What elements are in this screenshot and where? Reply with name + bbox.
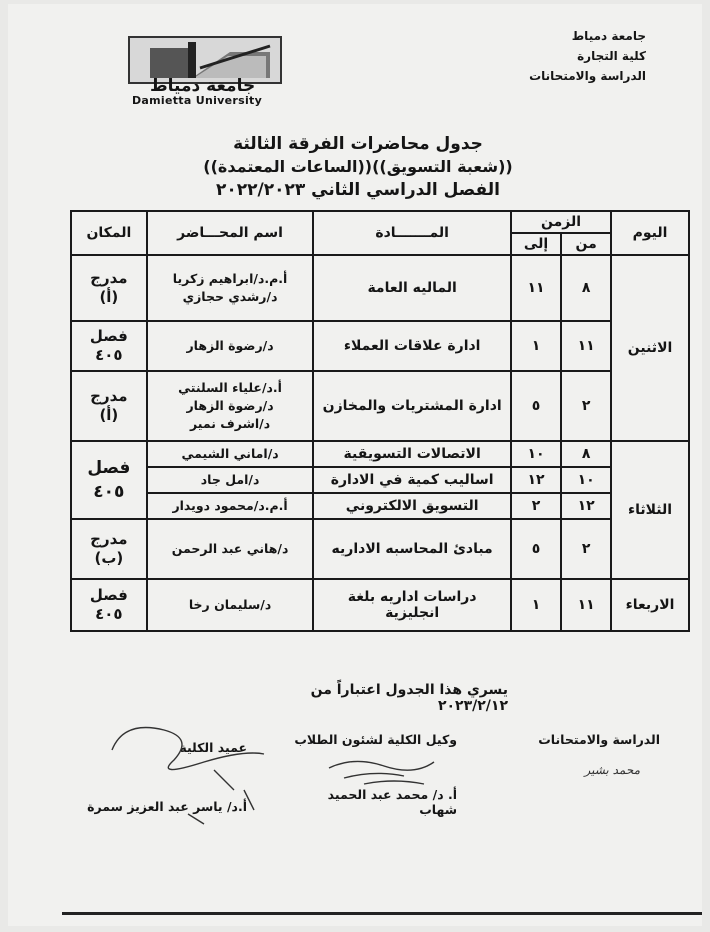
document-title: جدول محاضرات الفرقة الثالثة xyxy=(233,134,483,154)
table-row xyxy=(71,441,689,467)
header-day: اليوم xyxy=(611,211,689,255)
lecturer-cell xyxy=(147,493,314,519)
from-cell: ١١ xyxy=(561,579,611,631)
faculty-header xyxy=(529,26,646,86)
place-number: ٤٠٥ xyxy=(93,482,125,502)
to-cell: ٥ xyxy=(511,371,561,441)
place-cell-shared xyxy=(71,441,147,519)
to-cell: ١٠ xyxy=(511,441,561,467)
place-cell xyxy=(71,371,147,441)
lecturer-name: د/سليمان رخا xyxy=(188,597,272,612)
faculty-name: كلية التجارة xyxy=(577,49,646,63)
lecturer-cell xyxy=(147,321,314,371)
to-cell: ٢ xyxy=(511,493,561,519)
department-name: الدراسة والامتحانات xyxy=(529,69,646,83)
from-cell: ١١ xyxy=(561,321,611,371)
university-logo xyxy=(128,36,284,107)
from-cell: ١٢ xyxy=(561,493,611,519)
vice-dean-name: أ. د/ محمد عبد الحميد شهاب xyxy=(327,787,457,817)
lecturer-name: د/اشرف نمير xyxy=(189,416,271,431)
place-number: ٤٠٥ xyxy=(95,605,123,623)
lecturer-cell xyxy=(147,467,314,493)
vice-dean-title: وكيل الكلية لشئون الطلاب xyxy=(294,732,457,747)
bottom-divider xyxy=(62,912,702,915)
table-row xyxy=(71,579,689,631)
place-cell xyxy=(71,519,147,579)
from-cell: ٢ xyxy=(561,371,611,441)
subject-cell: التسويق الالكتروني xyxy=(313,493,511,519)
subject-cell: اساليب كمية في الادارة xyxy=(313,467,511,493)
table-row xyxy=(71,467,689,493)
place-type: فصل xyxy=(87,458,131,478)
vice-dean-signature-scribble xyxy=(324,748,444,792)
lecturer-name: أ.م.د/ابراهيم زكريا xyxy=(172,271,288,286)
lecturer-cell xyxy=(147,519,314,579)
to-cell: ١ xyxy=(511,579,561,631)
to-cell: ١١ xyxy=(511,255,561,321)
lecturer-cell xyxy=(147,579,314,631)
table-row xyxy=(71,493,689,519)
table-row xyxy=(71,519,689,579)
subject-cell: الاتصالات التسويقية xyxy=(313,441,511,467)
lecturer-name: أ.م.د/محمود دويدار xyxy=(172,498,288,513)
day-cell-tuesday: الثلاثاء xyxy=(611,441,689,579)
place-number: (أ) xyxy=(99,288,119,306)
header-place: المكان xyxy=(71,211,147,255)
lecturer-cell xyxy=(147,441,314,467)
dean-title: عميد الكلية xyxy=(179,740,247,755)
place-type: مدرج xyxy=(90,387,128,405)
logo-arabic-text: جامعة دمياط xyxy=(150,76,256,96)
place-type: مدرج xyxy=(90,530,128,548)
place-number: ٤٠٥ xyxy=(95,346,123,364)
lecturer-name: د/رضوة الزهار xyxy=(186,338,274,353)
schedule-page xyxy=(8,4,702,926)
subject-cell: الماليه العامة xyxy=(313,255,511,321)
lecturer-name: أ.د/علياء السلنتي xyxy=(178,380,282,395)
place-cell xyxy=(71,255,147,321)
header-to: إلى xyxy=(511,233,561,255)
lecturer-name: د/رشدي حجازي xyxy=(182,289,278,304)
table-row xyxy=(71,371,689,441)
university-name: جامعة دمياط xyxy=(571,29,646,43)
lecturer-cell xyxy=(147,371,314,441)
place-cell xyxy=(71,321,147,371)
place-type: مدرج xyxy=(90,269,128,287)
schedule-table xyxy=(70,210,690,632)
to-cell: ١٢ xyxy=(511,467,561,493)
subject-cell: ادارة علاقات العملاء xyxy=(313,321,511,371)
lecturer-name: د/اماني الشيمي xyxy=(181,446,279,461)
table-row xyxy=(71,321,689,371)
table-row xyxy=(71,255,689,321)
header-lecturer: اسم المحـــاضر xyxy=(147,211,314,255)
subject-cell: مبادئ المحاسبه الاداريه xyxy=(313,519,511,579)
subject-cell: دراسات اداريه بلغة انجليزية xyxy=(313,579,511,631)
from-cell: ٨ xyxy=(561,255,611,321)
exams-handwritten-signature: محمد بشير xyxy=(584,763,640,777)
place-cell xyxy=(71,579,147,631)
header-from: من xyxy=(561,233,611,255)
validity-note: يسري هذا الجدول اعتباراً من ٢٠٢٣/٢/١٢ xyxy=(310,682,508,714)
header-time: الزمن xyxy=(511,211,611,233)
exams-signature-block xyxy=(530,732,660,777)
document-term: الفصل الدراسي الثاني ٢٠٢٢/٢٠٢٣ xyxy=(215,180,501,200)
document-title-block xyxy=(188,132,528,202)
exams-title: الدراسة والامتحانات xyxy=(538,732,660,747)
to-cell: ٥ xyxy=(511,519,561,579)
from-cell: ٨ xyxy=(561,441,611,467)
logo-english-text: Damietta University xyxy=(132,94,263,107)
lecturer-name: د/امل جاد xyxy=(200,472,260,487)
day-cell-monday: الاثنين xyxy=(611,255,689,441)
from-cell: ٢ xyxy=(561,519,611,579)
from-cell: ١٠ xyxy=(561,467,611,493)
day-cell-wednesday: الاربعاء xyxy=(611,579,689,631)
lecturer-name: د/رضوة الزهار xyxy=(186,398,274,413)
document-subtitle: ((شعبة التسويق))((الساعات المعتمدة)) xyxy=(203,157,513,176)
to-cell: ١ xyxy=(511,321,561,371)
lecturer-cell xyxy=(147,255,314,321)
lecturer-name: د/هاني عبد الرحمن xyxy=(171,541,289,556)
place-type: فصل xyxy=(89,586,128,604)
dean-name: أ.د/ ياسر عبد العزيز سمرة xyxy=(87,799,247,814)
table-header-row xyxy=(71,211,689,233)
header-subject: المـــــــادة xyxy=(313,211,511,255)
place-number: (ب) xyxy=(94,549,124,567)
dean-signature-scribble xyxy=(104,710,274,830)
place-number: (أ) xyxy=(99,406,119,424)
subject-cell: ادارة المشتريات والمخازن xyxy=(313,371,511,441)
place-type: فصل xyxy=(89,327,128,345)
